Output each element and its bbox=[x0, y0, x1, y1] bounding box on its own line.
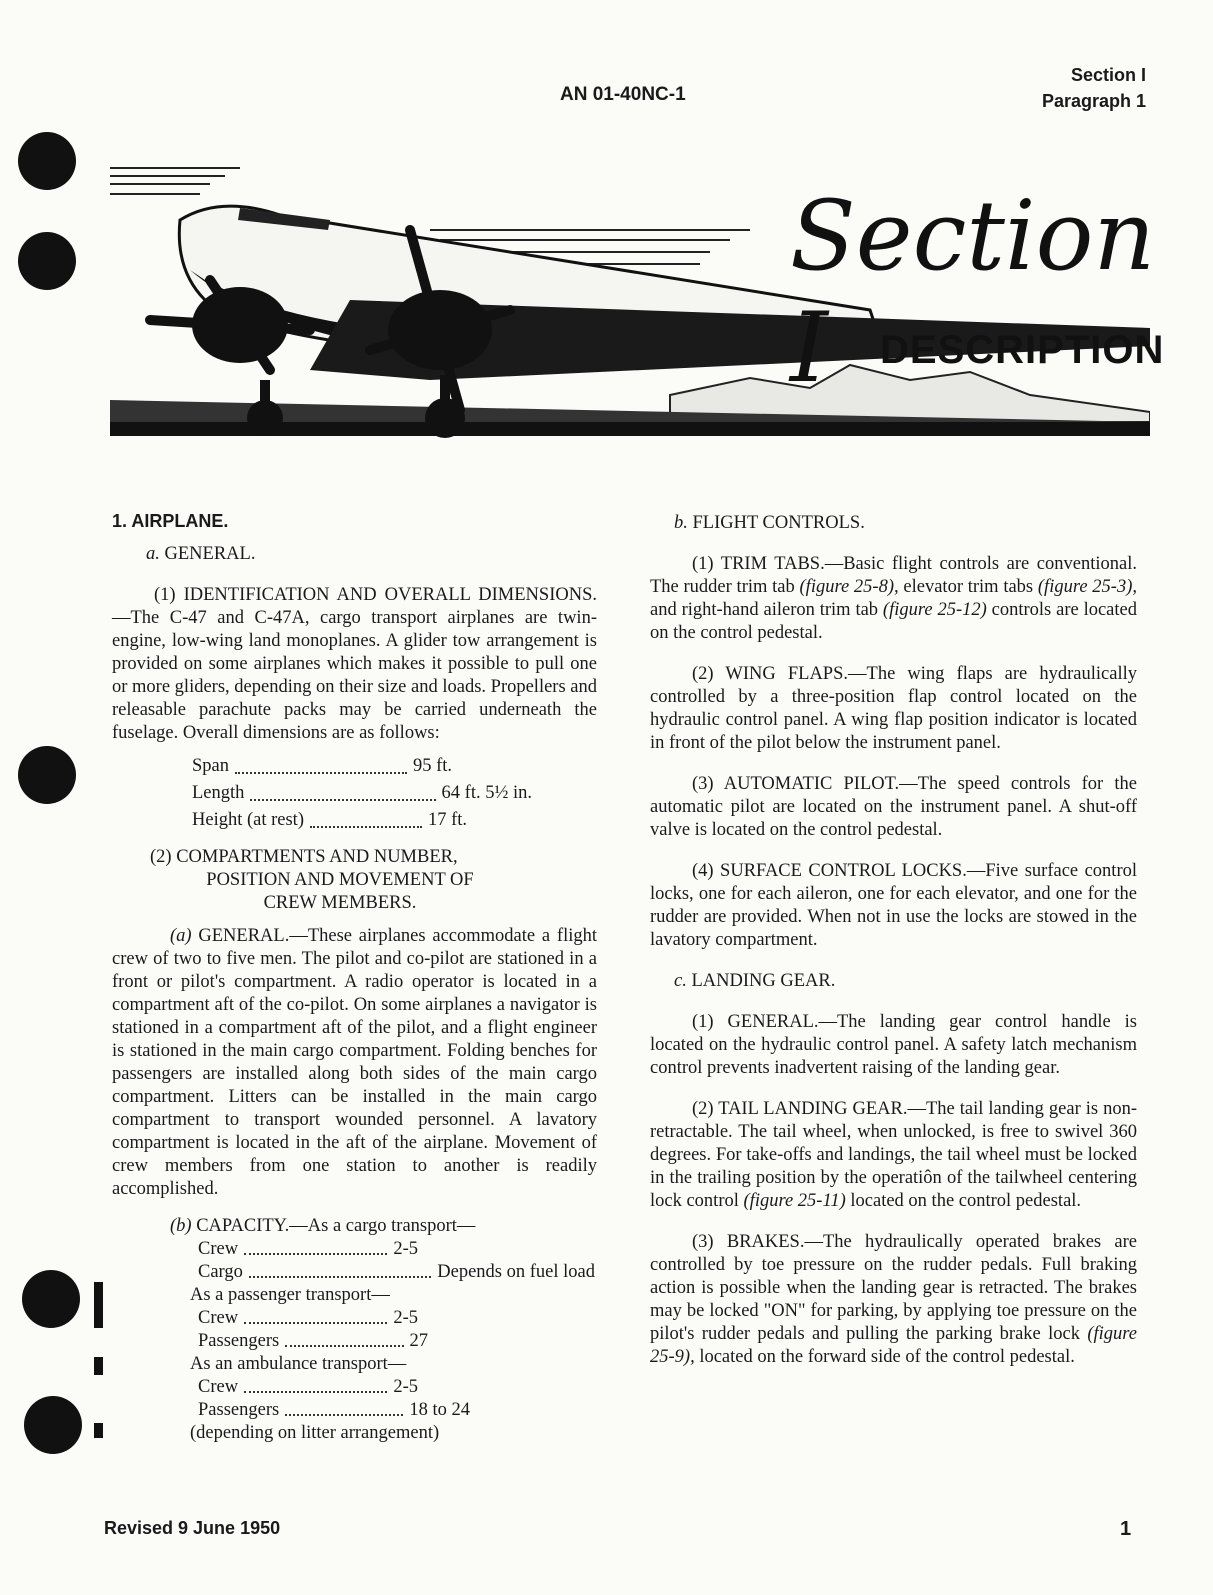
capacity-row: Crew 2-5 bbox=[198, 1308, 418, 1328]
capacity-row: Passengers 18 to 24 bbox=[198, 1400, 470, 1420]
subheading-landing-gear: c. LANDING GEAR. bbox=[674, 971, 836, 991]
paragraph-surface-control-locks: (4) SURFACE CONTROL LOCKS.—Five surface control locks, one for each aileron, one for each elevator, and one for the rudder are provided. When not in use the locks are stowed in the lavatory compartment. bbox=[650, 861, 1137, 950]
section-script-title: Section I bbox=[790, 180, 1156, 404]
paragraph-automatic-pilot: (3) AUTOMATIC PILOT.—The speed controls for the automatic pilot are located on the instrument panel. A shut-off valve is located on the control pedestal. bbox=[650, 774, 1137, 840]
section-subtitle: DESCRIPTION bbox=[880, 328, 1165, 372]
revision-bar bbox=[94, 1282, 103, 1328]
punch-hole bbox=[18, 232, 76, 290]
dimensions-list bbox=[112, 753, 597, 834]
punch-hole bbox=[18, 746, 76, 804]
paragraph-trim-tabs: (1) TRIM TABS.—Basic flight controls are conventional. The rudder trim tab (figure 25-8), elevator trim tabs (figure 25-3), and right-hand aileron trim tab (figure 25-12) controls are located on the control pedestal. bbox=[650, 554, 1138, 643]
page-number: 1 bbox=[1120, 1518, 1132, 1540]
subheading-compartments: (2) COMPARTMENTS AND NUMBER, POSITION AND MOVEMENT OF CREW MEMBERS. bbox=[150, 847, 474, 913]
paragraph-label: Paragraph 1 bbox=[1041, 91, 1146, 111]
dimension-row: Length 64 ft. 5½ in. bbox=[192, 780, 532, 807]
revision-bar bbox=[94, 1357, 103, 1375]
paragraph-tail-landing-gear: (2) TAIL LANDING GEAR.—The tail landing gear is non-retractable. The tail wheel, when unlocked, is free to swivel 360 degrees. For take-offs and landings, the tail wheel must be locked in the trailing position by the operatiôn of the tailwheel centering lock control (figure 25-11) located on the control pedestal. bbox=[650, 1099, 1137, 1211]
section-banner bbox=[110, 160, 1165, 470]
paragraph-landing-gear-general: (1) GENERAL.—The landing gear control handle is located on the hydraulic control panel. A safety latch mechanism control prevents inadvertent raising of the landing gear. bbox=[650, 1012, 1137, 1078]
capacity-row: Crew 2-5 bbox=[198, 1377, 418, 1397]
paragraph-identification: (1) IDENTIFICATION AND OVERALL DIMENSIONS.—The C-47 and C-47A, cargo transport airplanes are twin-engine, low-wing land monoplanes. A glider tow arrangement is provided on some airplanes which makes it possible to pull one or more gliders, depending on their size and loads. Propellers and releasable parachute packs may be carried underneath the fuselage. Overall dimensions are as follows: bbox=[112, 585, 597, 743]
section-reference bbox=[1000, 62, 1146, 114]
capacity-heading: (b) CAPACITY.—As a cargo transport— bbox=[170, 1216, 476, 1236]
heading-airplane: 1. AIRPLANE. bbox=[112, 511, 229, 531]
subheading-flight-controls: b. FLIGHT CONTROLS. bbox=[674, 513, 865, 533]
punch-hole bbox=[18, 132, 76, 190]
dimension-row: Span 95 ft. bbox=[192, 753, 452, 780]
section-label: Section I bbox=[1070, 65, 1146, 85]
dimension-row: Height (at rest) 17 ft. bbox=[192, 807, 467, 834]
punch-hole bbox=[22, 1270, 80, 1328]
capacity-row: Cargo Depends on fuel load bbox=[198, 1262, 595, 1282]
right-column bbox=[650, 512, 1137, 1369]
capacity-note: (depending on litter arrangement) bbox=[190, 1423, 440, 1443]
capacity-row: Passengers 27 bbox=[198, 1331, 428, 1351]
subheading-general: a. GENERAL. bbox=[146, 544, 256, 564]
paragraph-brakes: (3) BRAKES.—The hydraulically operated brakes are controlled by toe pressure on the rudder pedals. Full braking action is possible when the landing gear is retracted. The brakes may be locked "ON" for parking, by applying toe pressure on the pilot's rudder pedals and pulling the parking brake lock (figure 25-9), located on the forward side of the control pedestal. bbox=[650, 1232, 1137, 1367]
paragraph-general-crew: (a) GENERAL.—These airplanes accommodate a flight crew of two to five men. The pilot and co-pilot are stationed in a front or pilot's compartment. A radio operator is located in a compartment aft of the co-pilot. On some airplanes a navigator is stationed in a compartment aft of the pilot, and a flight engineer is stationed in the main cargo compartment. Folding benches for passengers are installed along both sides of the main cargo compartment. Litters can be installed in the main cargo compartment to transport wounded personnel. A lavatory compartment is located in the aft of the airplane. Movement of crew members from one station to another is readily accomplished. bbox=[112, 926, 597, 1199]
capacity-subhead: As an ambulance transport— bbox=[190, 1354, 407, 1374]
paragraph-wing-flaps: (2) WING FLAPS.—The wing flaps are hydraulically controlled by a three-position flap control located on the hydraulic control panel. A wing flap position indicator is located in front of the pilot below the instrument panel. bbox=[650, 664, 1137, 753]
document-number: AN 01-40NC-1 bbox=[560, 84, 686, 105]
revision-bar bbox=[94, 1423, 103, 1438]
capacity-subhead: As a passenger transport— bbox=[190, 1285, 390, 1305]
revision-date: Revised 9 June 1950 bbox=[104, 1518, 281, 1538]
capacity-row: Crew 2-5 bbox=[198, 1239, 418, 1259]
a-label: a. bbox=[146, 544, 160, 564]
punch-hole bbox=[24, 1396, 82, 1454]
left-column bbox=[112, 510, 597, 1445]
capacity-list bbox=[112, 1238, 595, 1445]
